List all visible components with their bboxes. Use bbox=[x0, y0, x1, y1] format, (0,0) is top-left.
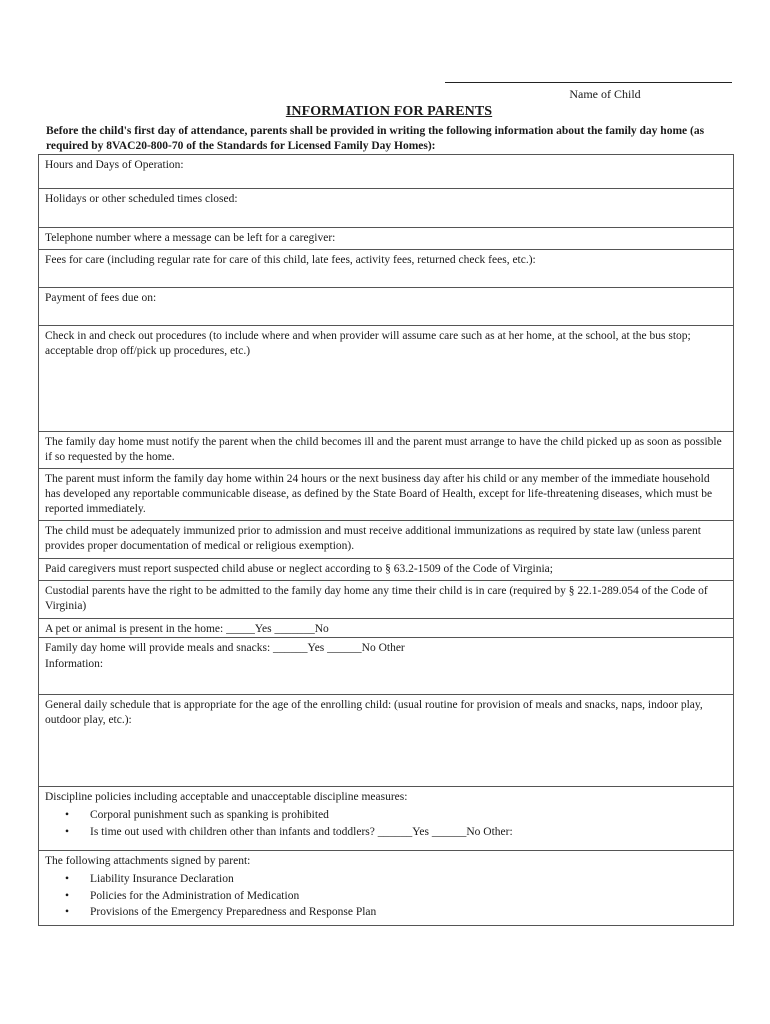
checkin-label: Check in and check out procedures (to include where and when provider will assume care such as at her home, at the school, at the bus stop; acceptable drop off/pick up procedures, etc.) bbox=[45, 330, 691, 357]
discipline-field[interactable] bbox=[39, 786, 733, 850]
hours-label: Hours and Days of Operation: bbox=[45, 159, 184, 171]
fees-label: Fees for care (including regular rate for care of this child, late fees, activity fees, returned check fees, etc.): bbox=[45, 254, 536, 266]
child-name-line[interactable] bbox=[445, 82, 732, 83]
telephone-field[interactable] bbox=[39, 227, 733, 249]
schedule-label: General daily schedule that is appropriate for the age of the enrolling child: (usual routine for provision of meals and snacks, naps, indoor play, outdoor play, etc.): bbox=[45, 699, 703, 726]
fees-field[interactable] bbox=[39, 249, 733, 287]
attachments-field bbox=[39, 850, 733, 925]
immunized-text: The child must be adequately immunized prior to admission and must receive additional immunizations as required by state law (unless parent provides proper documentation of medical or religious exemption). bbox=[45, 525, 701, 552]
list-item: • Policies for the Administration of Medication bbox=[45, 888, 727, 905]
meals-label: Family day home will provide meals and snacks: ______Yes ______No Other bbox=[45, 642, 405, 654]
immunized-notice bbox=[39, 520, 733, 558]
communicable-notice bbox=[39, 468, 733, 520]
bullet-icon: • bbox=[65, 906, 70, 918]
page-title: INFORMATION FOR PARENTS bbox=[285, 104, 493, 119]
discipline-list bbox=[45, 807, 727, 840]
parent-info-form bbox=[38, 154, 734, 926]
abuse-text: Paid caregivers must report suspected child abuse or neglect according to § 63.2-1509 of the Code of Virginia; bbox=[45, 563, 553, 575]
schedule-field[interactable] bbox=[39, 694, 733, 786]
holidays-label: Holidays or other scheduled times closed: bbox=[45, 193, 238, 205]
pet-label: A pet or animal is present in the home: _____Yes _______No bbox=[45, 623, 329, 635]
bullet-icon: • bbox=[65, 809, 70, 821]
ill-notice bbox=[39, 431, 733, 468]
meals-field[interactable] bbox=[39, 637, 733, 694]
meals-info-label: Information: bbox=[45, 658, 104, 670]
list-item: • Is time out used with children other than infants and toddlers? ______Yes ______No Other: bbox=[45, 824, 727, 841]
list-item: • Liability Insurance Declaration bbox=[45, 871, 727, 888]
hours-field[interactable] bbox=[39, 155, 733, 188]
attachments-list bbox=[45, 871, 727, 921]
communicable-text: The parent must inform the family day home within 24 hours or the next business day after his child or any member of the immediate household has developed any reportable communicable disease, as defined by the State Board of Health, except for life-threatening diseases, which must be reported immediately. bbox=[45, 473, 713, 515]
intro-text: Before the child's first day of attendance, parents shall be provided in writing the following information about the family day home (as required by 8VAC20-800-70 of the Standards for Licensed Family Day Homes): bbox=[46, 125, 705, 152]
child-name-label: Name of Child bbox=[569, 87, 641, 101]
payment-label: Payment of fees due on: bbox=[45, 292, 157, 304]
discipline-label: Discipline policies including acceptable and unacceptable discipline measures: bbox=[45, 791, 408, 803]
payment-field[interactable] bbox=[39, 287, 733, 325]
abuse-notice bbox=[39, 558, 733, 580]
telephone-label: Telephone number where a message can be left for a caregiver: bbox=[45, 232, 336, 244]
list-item: • Provisions of the Emergency Preparedness and Response Plan bbox=[45, 904, 727, 921]
pet-field[interactable] bbox=[39, 618, 733, 637]
attachments-label: The following attachments signed by parent: bbox=[45, 855, 251, 867]
holidays-field[interactable] bbox=[39, 188, 733, 227]
list-item: • Corporal punishment such as spanking is prohibited bbox=[45, 807, 727, 824]
custodial-notice bbox=[39, 580, 733, 618]
bullet-icon: • bbox=[65, 889, 70, 902]
bullet-icon: • bbox=[65, 825, 70, 838]
ill-text: The family day home must notify the parent when the child becomes ill and the parent must arrange to have the child picked up as soon as possible if so requested by the home. bbox=[45, 436, 722, 463]
bullet-icon: • bbox=[65, 873, 70, 885]
checkin-field[interactable] bbox=[39, 325, 733, 431]
custodial-text: Custodial parents have the right to be admitted to the family day home any time their child is in care (required by § 22.1-289.054 of the Code of Virginia) bbox=[45, 585, 708, 612]
